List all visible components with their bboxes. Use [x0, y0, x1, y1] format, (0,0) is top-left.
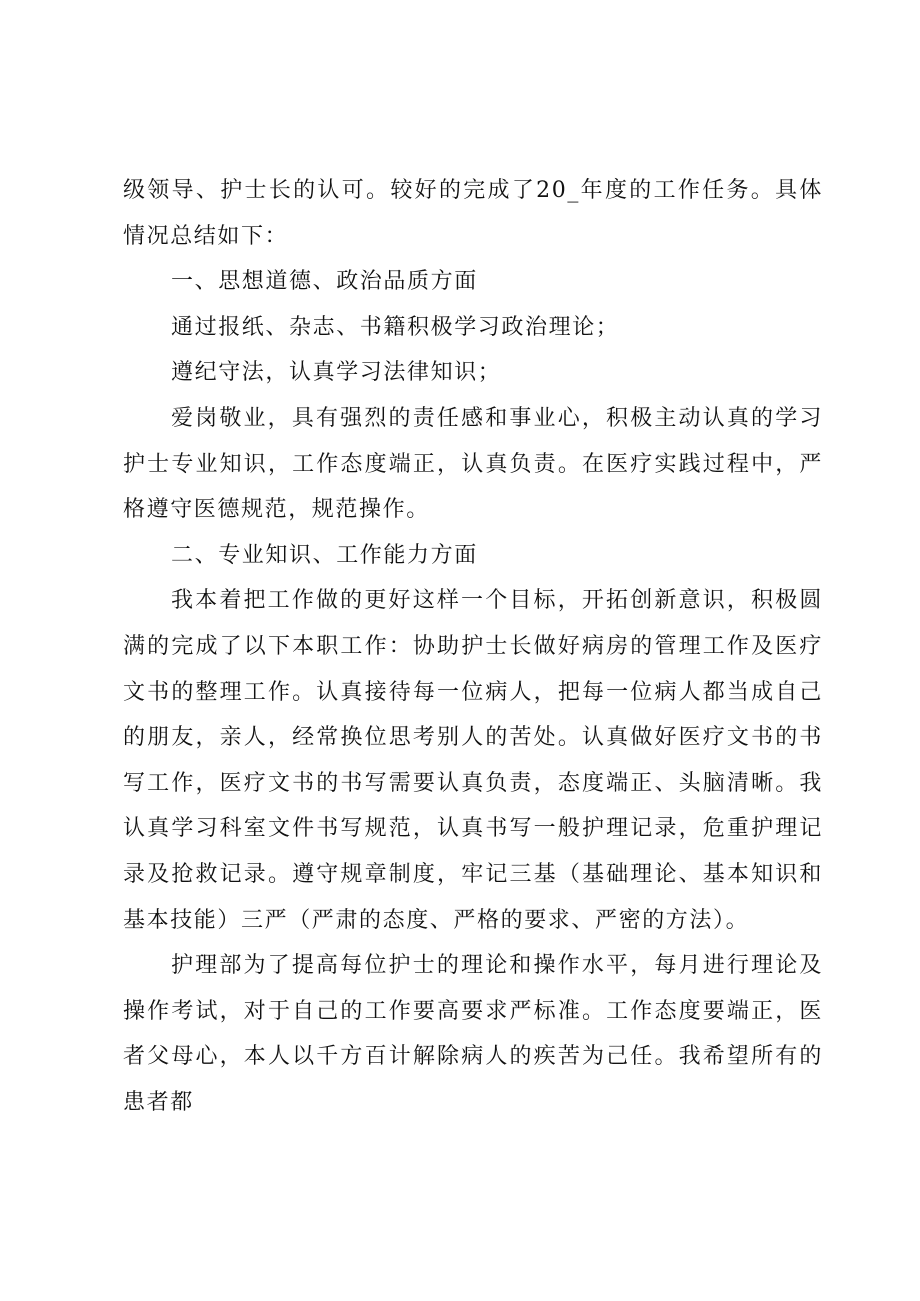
paragraph-law-study: 遵纪守法，认真学习法律知识； [171, 360, 502, 386]
document-body [123, 168, 823, 1125]
section-heading-professional: 二、专业知识、工作能力方面 [171, 542, 478, 568]
paragraph-duties: 我本着把工作做的更好这样一个目标，开拓创新意识，积极圆满的完成了以下本职工作：协助护士长做好病房的管理工作及医疗文书的整理工作。认真接待每一位病人，把每一位病人都当成自己的朋友，亲人，经常换位思考别人的苦处。认真做好医疗文书的书写工作，医疗文书的书写需要认真负责，态度端正、头脑清晰。我认真学习科室文件书写规范，认真书写一般护理记录，危重护理记录及抢救记录。遵守规章制度，牢记三基（基础理论、基本知识和基本技能）三严（严肃的态度、严格的要求、严密的方法）。 [123, 588, 823, 933]
paragraph-continuation: 级领导、护士长的认可。较好的完成了20_年度的工作任务。具体情况总结如下： [123, 178, 823, 249]
paragraph-nursing-exams: 护理部为了提高每位护士的理论和操作水平，每月进行理论及操作考试，对于自己的工作要高要求严标准。工作态度要端正，医者父母心，本人以千方百计解除病人的疾苦为己任。我希望所有的患者都 [123, 953, 823, 1115]
section-heading-ideology: 一、思想道德、政治品质方面 [171, 269, 478, 295]
paragraph-political-study: 通过报纸、杂志、书籍积极学习政治理论； [171, 314, 620, 340]
paragraph-dedication: 爱岗敬业，具有强烈的责任感和事业心，积极主动认真的学习护士专业知识，工作态度端正，认真负责。在医疗实践过程中，严格遵守医德规范，规范操作。 [123, 405, 823, 523]
